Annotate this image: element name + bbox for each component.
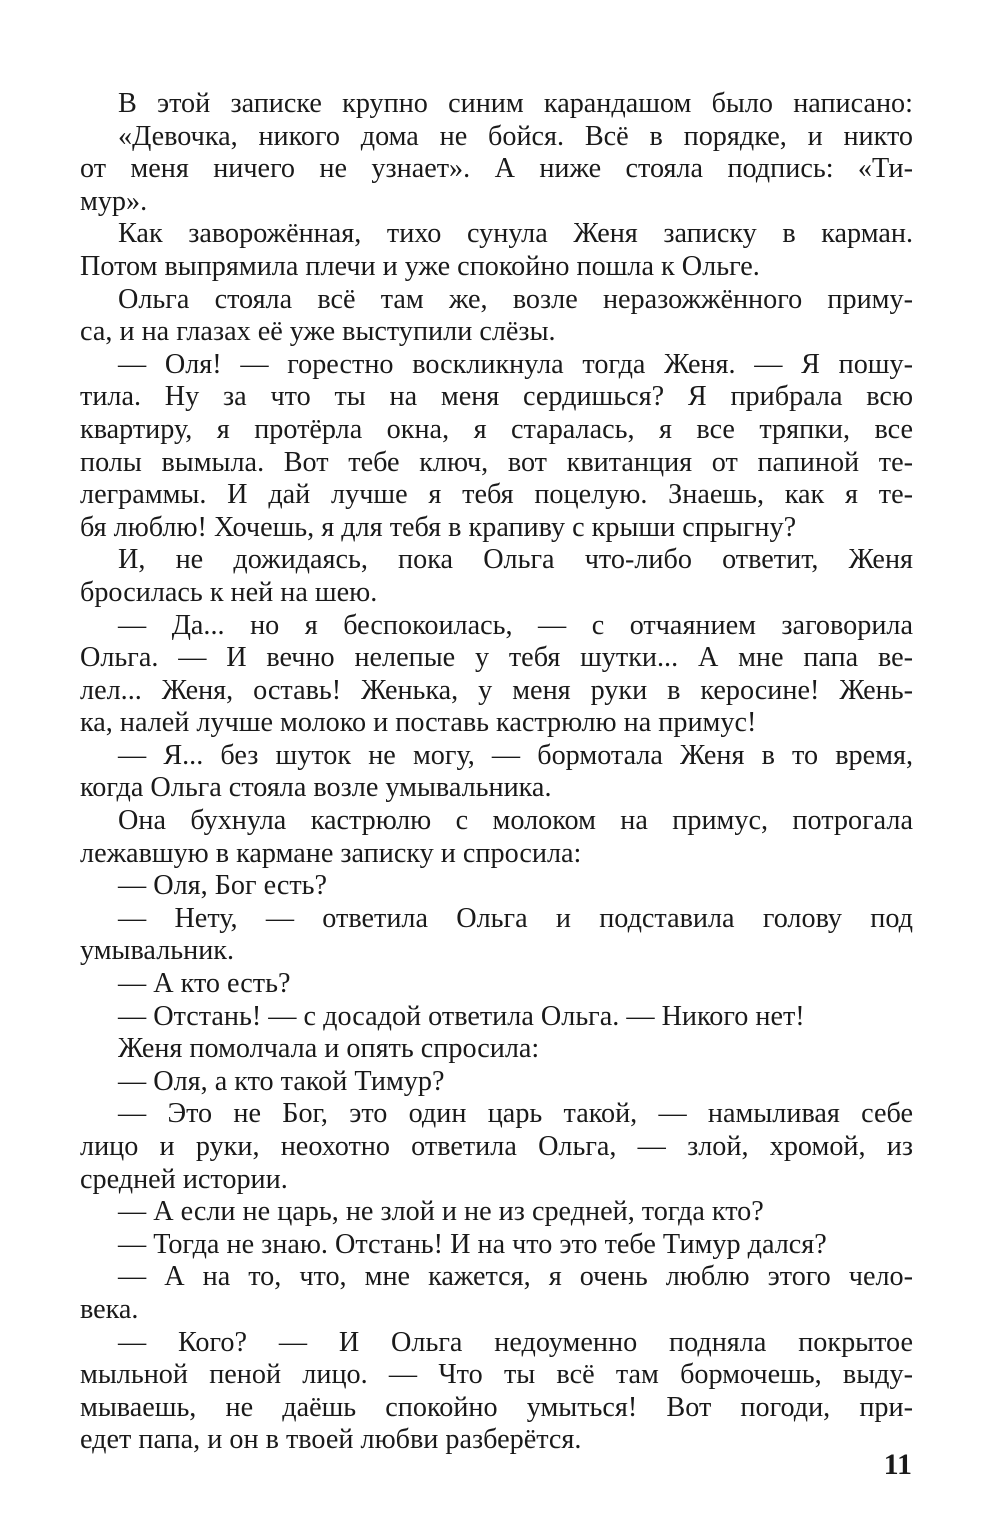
text-line: мыльной пеной лицо. — Что ты всё там бормочешь, выду- xyxy=(80,1359,913,1391)
text-line: — Оля! — горестно воскликнула тогда Женя. — Я пошу- xyxy=(118,348,913,380)
text-line: лежавшую в кармане записку и спросила: xyxy=(80,837,582,869)
text-line: са, и на глазах её уже выступили слёзы. xyxy=(80,316,556,348)
text-line: лицо и руки, неохотно ответила Ольга, — злой, хромой, из xyxy=(80,1131,913,1162)
text-line: мываешь, не даёшь спокойно умыться! Вот погоди, при- xyxy=(80,1391,913,1423)
text-line: В этой записке крупно синим карандашом было написано: xyxy=(118,88,913,119)
text-line: когда Ольга стояла возле умывальника. xyxy=(80,772,552,804)
text-line: ка, налей лучше молоко и поставь кастрюлю на примус! xyxy=(80,707,757,739)
text-line: — Это не Бог, это один царь такой, — намыливая себе xyxy=(118,1098,913,1130)
text-line: леграммы. И дай лучше я тебя поцелую. Знаешь, как я те- xyxy=(80,479,913,511)
text-line: Ольга стояла всё там же, возле неразожжённого приму- xyxy=(118,283,913,315)
text-line: квартиру, я протёрла окна, я старалась, я все тряпки, все xyxy=(80,413,913,445)
text-line: Как заворожённая, тихо сунула Женя записку в карман. xyxy=(118,218,913,250)
page-number: 11 xyxy=(883,1448,912,1481)
text-line: Женя помолчала и опять спросила: xyxy=(118,1033,540,1065)
text-line: бросилась к ней на шею. xyxy=(80,576,378,608)
text-line: Она бухнула кастрюлю с молоком на примус, потрогала xyxy=(118,805,913,837)
text-line: — Оля, а кто такой Тимур? xyxy=(118,1065,445,1097)
text-line: — Кого? — И Ольга недоуменно подняла покрытое xyxy=(118,1326,913,1358)
text-line: — Я... без шуток не могу, — бормотала Женя в то время, xyxy=(118,739,913,771)
text-line: — А на то, что, мне кажется, я очень люблю этого чело- xyxy=(118,1261,913,1293)
text-line: бя люблю! Хочешь, я для тебя в крапиву с крыши спрыгну? xyxy=(80,511,797,543)
text-line: средней истории. xyxy=(80,1163,288,1195)
text-line: умывальник. xyxy=(80,935,235,967)
text-line: полы вымыла. Вот тебе ключ, вот квитанция от папиной те- xyxy=(80,446,913,478)
text-line: от меня ничего не узнает». А ниже стояла подпись: «Ти- xyxy=(80,153,913,185)
text-line: — Нету, — ответила Ольга и подставила голову под xyxy=(118,902,913,934)
text-line: Ольга. — И вечно нелепые у тебя шутки... А мне папа ве- xyxy=(80,642,913,674)
text-line: — А если не царь, не злой и не из средней, тогда кто? xyxy=(118,1196,764,1228)
book-page-text xyxy=(80,88,913,1457)
text-line: — Отстань! — с досадой ответила Ольга. — Никого нет! xyxy=(118,1000,805,1032)
text-line: мур». xyxy=(80,185,148,217)
text-line: Потом выпрямила плечи и уже спокойно пошла к Ольге. xyxy=(80,250,760,282)
text-line: лел... Женя, оставь! Женька, у меня руки в керосине! Жень- xyxy=(80,674,913,706)
text-line: — А кто есть? xyxy=(118,968,291,1000)
text-line: «Девочка, никого дома не бойся. Всё в порядке, и никто xyxy=(118,120,913,152)
text-line: — Да... но я беспокоилась, — с отчаянием заговорила xyxy=(118,609,913,641)
text-line: века. xyxy=(80,1293,139,1325)
text-line: едет папа, и он в твоей любви разберётся. xyxy=(80,1424,582,1456)
text-line: — Тогда не знаю. Отстань! И на что это тебе Тимур дался? xyxy=(118,1228,827,1260)
text-line: — Оля, Бог есть? xyxy=(118,870,328,902)
text-line: тила. Ну за что ты на меня сердишься? Я прибрала всю xyxy=(80,381,913,413)
text-line: И, не дожидаясь, пока Ольга что-либо ответит, Женя xyxy=(118,544,913,576)
